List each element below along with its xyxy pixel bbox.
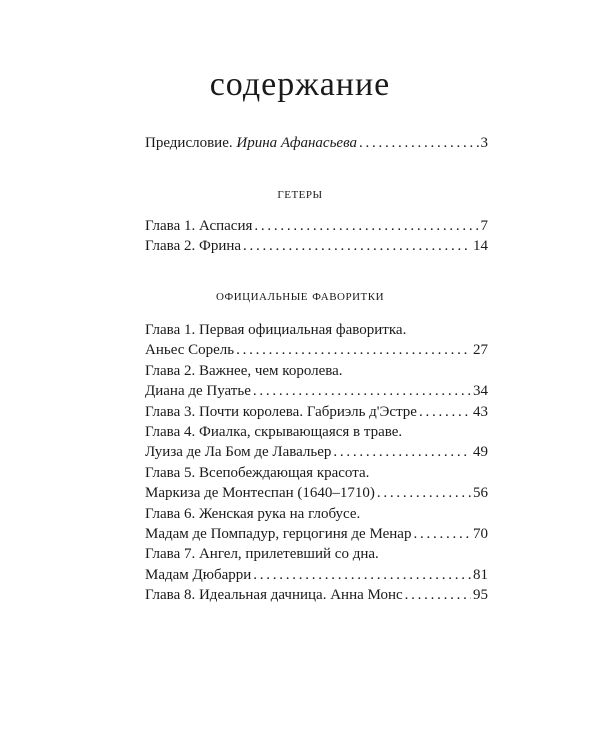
toc-entry (145, 565, 488, 585)
toc-entry-text: Мадам де Помпадур, герцогиня де Менар (145, 525, 412, 542)
toc-page-number: 7 (480, 217, 488, 234)
dot-leader (377, 483, 471, 503)
toc-entry (145, 585, 488, 605)
toc-entry (145, 524, 488, 544)
toc-page-number: 14 (473, 238, 488, 255)
toc-entry (145, 422, 488, 442)
toc-entry-text: Глава 7. Ангел, прилетевший со дна. (145, 546, 379, 563)
toc-page-number: 49 (473, 444, 488, 461)
toc-entry-text: Глава 1. Первая официальная фаворитка. (145, 321, 407, 338)
dot-leader (243, 236, 471, 256)
toc-page-number: 81 (473, 566, 488, 583)
dot-leader (413, 524, 471, 544)
toc-entry (145, 463, 488, 483)
dot-leader (359, 133, 479, 153)
toc-entry-text: Глава 4. Фиалка, скрывающаяся в траве. (145, 423, 403, 440)
preface-label: Предисловие. (145, 134, 233, 151)
dot-leader (333, 442, 471, 462)
toc-entry-text: Маркиза де Монтеспан (1640–1710) (145, 485, 375, 502)
toc-entry-text: Глава 3. Почти королева. Габриэль д'Эстре (145, 403, 417, 420)
toc-entry-text: Глава 2. Фрина (145, 238, 242, 255)
toc-preface (145, 133, 488, 153)
toc-page-number: 3 (480, 134, 488, 151)
dot-leader (254, 216, 478, 236)
page-title: содержание (209, 66, 391, 103)
toc-page-number: 95 (473, 587, 488, 604)
toc-entry (145, 216, 488, 236)
toc-entry (145, 361, 488, 381)
section-heading-favorites: официальные фаворитки (215, 288, 385, 304)
toc-page-number: 34 (473, 383, 488, 400)
toc-entry (145, 320, 488, 340)
dot-leader (253, 381, 471, 401)
toc-entry (145, 133, 488, 153)
toc-entry-text: Мадам Дюбарри (145, 566, 252, 583)
toc-entry (145, 544, 488, 564)
toc-entry-text: Глава 6. Женская рука на глобусе. (145, 505, 361, 522)
toc-entry-text: Глава 1. Аспасия (145, 217, 253, 234)
toc-section-hetaerae (145, 216, 488, 257)
toc-entry (145, 236, 488, 256)
toc-entry (145, 504, 488, 524)
dot-leader (253, 565, 471, 585)
toc-entry (145, 442, 488, 462)
toc-page-number: 27 (473, 342, 488, 359)
toc-entry-text: Луиза де Ла Бом де Лавальер (145, 444, 332, 461)
toc-entry (145, 483, 488, 503)
dot-leader (236, 340, 471, 360)
toc-section-favorites (145, 320, 488, 605)
dot-leader (405, 585, 471, 605)
toc-entry-text (145, 133, 357, 153)
toc-entry (145, 381, 488, 401)
preface-author: Ирина Афанасьева (236, 134, 357, 151)
toc-page-number: 56 (473, 485, 488, 502)
toc-entry-text: Глава 5. Всепобеждающая красота. (145, 464, 370, 481)
toc-entry-text: Диана де Пуатье (145, 383, 251, 400)
toc-entry (145, 340, 488, 360)
toc-page-number: 70 (473, 525, 488, 542)
section-heading-hetaerae: гетеры (277, 186, 323, 202)
toc-entry-text: Глава 8. Идеальная дачница. Анна Монс (145, 587, 403, 604)
toc-entry-text: Глава 2. Важнее, чем королева. (145, 362, 343, 379)
dot-leader (419, 402, 471, 422)
toc-entry (145, 402, 488, 422)
toc-page-number: 43 (473, 403, 488, 420)
toc-entry-text: Аньес Сорель (145, 342, 235, 359)
